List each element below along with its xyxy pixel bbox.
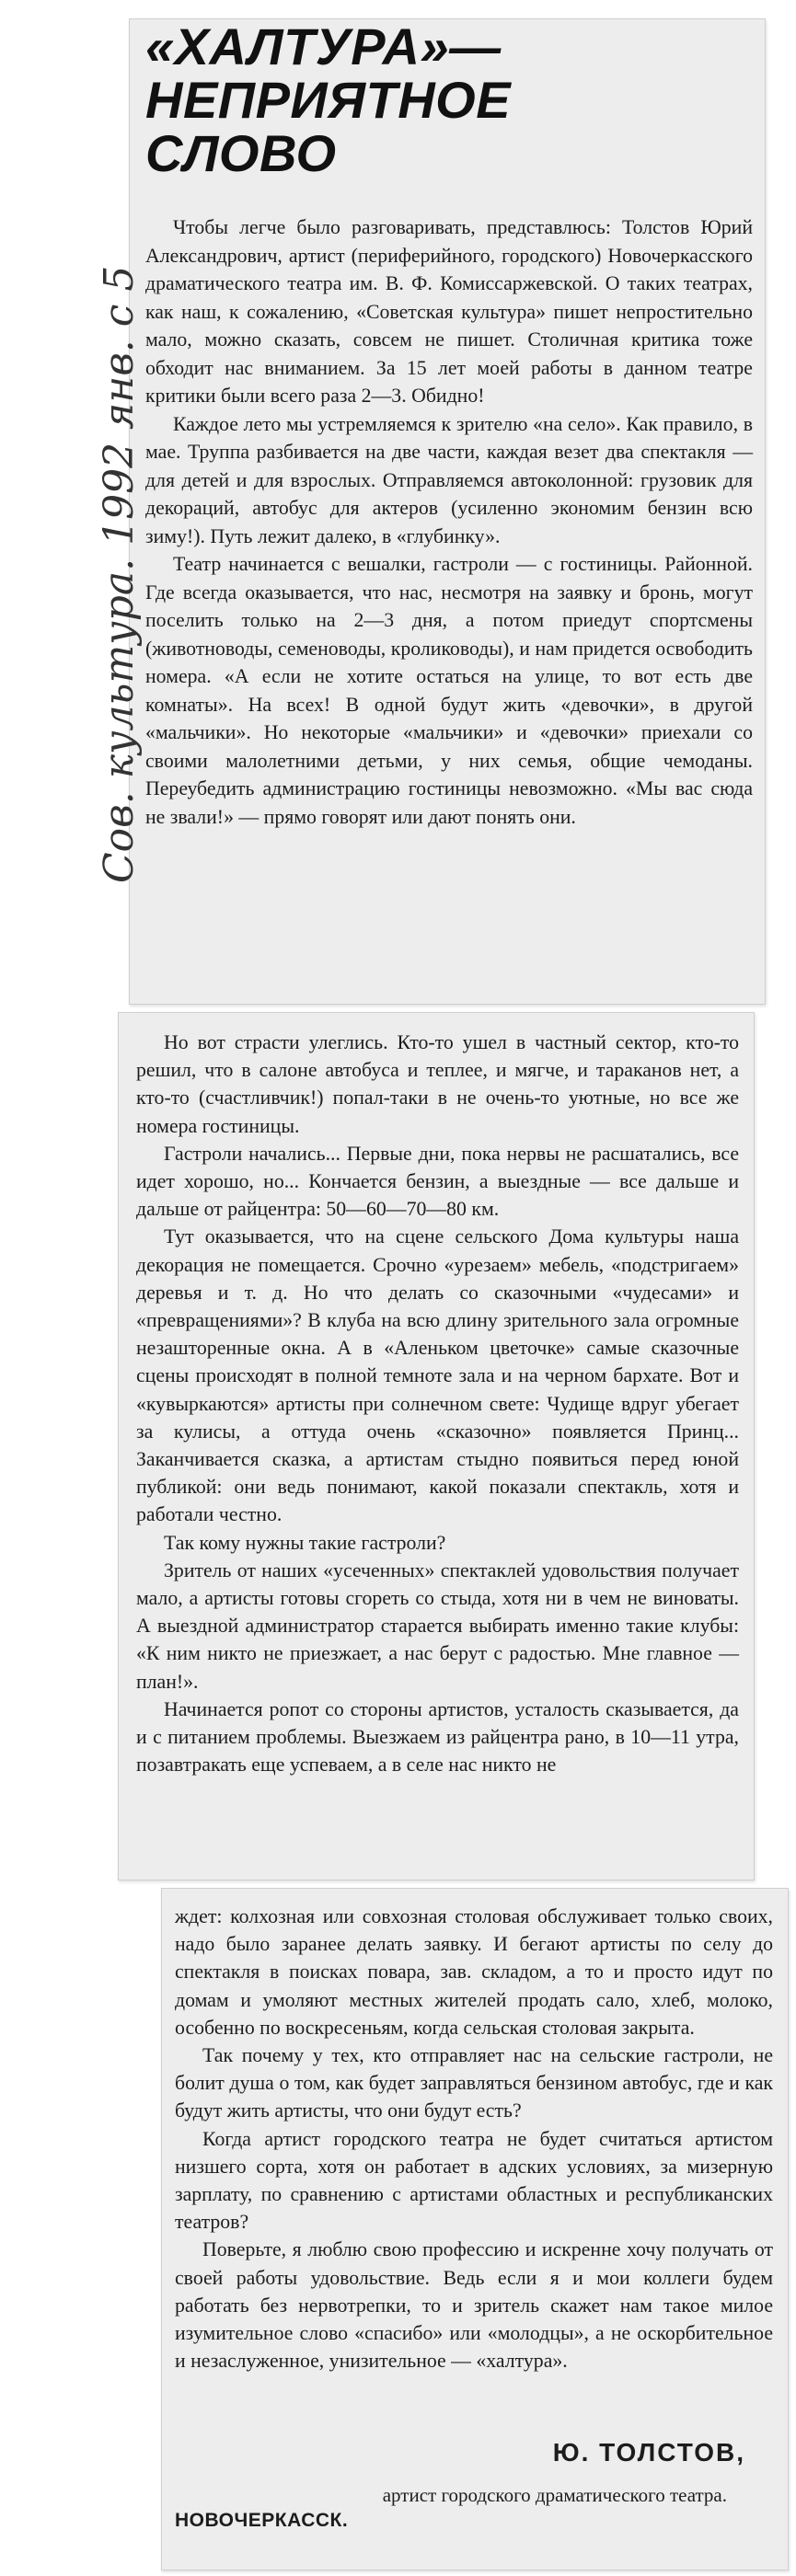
author-signature: Ю. ТОЛСТОВ, [552,2438,745,2467]
paragraph: Когда артист городского театра не будет считаться артистом низшего сорта, хотя он работает в адских условиях, за мизерную зарплату, по сравнению с артистами областных и республиканских театров? [175,2127,773,2234]
article-column-2 [136,1029,739,1778]
paragraph: Чтобы легче было разговаривать, представлюсь: Толстов Юрий Александрович, артист (периферийного, городского) Новочеркасского драматического театра им. В. Ф. Комиссаржевской. О таких театрах, как наш, к сожалению, «Советская культура» пишет непростительно мало, можно сказать, совсем не пишет. Столичная критика тоже обходит нас вниманием. За 15 лет моей работы в данном театре критики были всего раза 2—3. Обидно! [145,216,753,407]
paragraph: Так кому нужны такие гастроли? [164,1531,446,1554]
headline-line-2: НЕПРИЯТНОЕ [145,71,512,129]
headline-line-3: СЛОВО [145,124,337,182]
paragraph: Гастроли начались... Первые дни, пока нервы не расшатались, все идет хорошо, но... Кончается бензин, а выездные — все дальше и дальше от райцентра: 50—60—70—80 км. [136,1142,739,1221]
handwritten-source-note: Сов. культура. 1992 янв. с 5 [96,265,143,883]
headline-line-1: «ХАЛТУРА»— [145,17,502,75]
paragraph: Тут оказывается, что на сцене сельского Дома культуры наша декорация не помещается. Срочно «урезаем» мебель, «подстригаем» деревья и т. д. Но что делать со сказочными «чудесами» и «превращениями»? В клуба на всю длину зрительного зала огромные незашторенные окна. А в «Аленьком цветочке» самые сказочные сцены происходят в полной темноте зала и на черном бархате. Вот и «кувыркаются» артисты при солнечном свете: Чудище вдруг убегает за кулисы, а оттуда очень «сказочно» появляется Принц... Заканчивается сказка, а артистам стыдно появиться перед юной публикой: они ведь понимают, какой показали спектакль, хотя и работали честно. [136,1225,739,1526]
paragraph: Каждое лето мы устремляемся к зрителю «на село». Как правило, в мае. Труппа разбивается на две части, каждая везет два спектакля — для детей и для взрослых. Отправляемся автоколонной: грузовик для декораций, автобус для актеров (усиленно экономим бензин всю зиму!). Путь лежит далеко, в «глубинку». [145,412,753,547]
paragraph: Так почему у тех, кто отправляет нас на сельские гастроли, не болит душа о том, как будет заправляться бензином автобус, где и как будут жить артисты, что они будут есть? [175,2044,773,2122]
paragraph: Поверьте, я люблю свою профессию и искренне хочу получать от своей работы удовольствие. Ведь если я и мои коллеги будем работать без нервотрепки, то и зритель скажет нам такое милое изумительное слово «спасибо» или «молодцы», а не оскорбительное и незаслуженное, унизительное — «халтура». [175,2238,773,2373]
article-column-1 [145,213,753,831]
paragraph: ждет: колхозная или совхозная столовая обслуживает только своих, надо было заранее делать заявку. И бегают артисты по селу до спектакля в поисках повара, зав. складом, а то и просто идут по домам и умоляют местных жителей продать сало, хлеб, молоко, особенно по воскресеньям, когда сельская столовая закрыта. [175,1905,773,2039]
paragraph: Зритель от наших «усеченных» спектаклей удовольствия получает мало, а артисты готовы сгореть со стыда, хотя ни в чем не виноваты. А выездной администратор старается выбирать именно такие клубы: «К ним никто не приезжает, а нас берут с радостью. Мне главное — план!». [136,1558,739,1693]
author-city: НОВОЧЕРКАССК. [175,2510,349,2531]
author-role: артист городского драматического театра. [382,2484,727,2506]
paragraph: Но вот страсти улеглись. Кто-то ушел в частный сектор, кто-то решил, что в салоне автобуса и теплее, и мягче, и тараканов нет, а кто-то (счастливчик!) попал-таки в не очень-то уютные, но все же номера гостиницы. [136,1031,739,1137]
article-headline [145,17,624,182]
article-column-3 [175,1903,773,2375]
paragraph: Театр начинается с вешалки, гастроли — с гостиницы. Районной. Где всегда оказывается, что нас, несмотря на заявку и бронь, могут поселить только на 2—3 дня, а потом приедут спортсмены (животноводы, семеноводы, кролиководы), и нам придется освободить номера. «А если не хотите остаться на улице, то вот есть две комнаты». На всех! В одной будут жить «девочки», в другой «мальчики». Но некоторые «мальчики» и «девочки» приехали со своими малолетними детьми, у них семья, общие чемоданы. Переубедить администрацию гостиницы невозможно. «Мы вас сюда не звали!» — прямо говорят или дают понять они. [145,553,753,828]
paragraph: Начинается ропот со стороны артистов, усталость сказывается, да и с питанием проблемы. Выезжаем из райцентра рано, в 10—11 утра, позавтракать еще успеваем, а в селе нас никто не [136,1697,739,1777]
